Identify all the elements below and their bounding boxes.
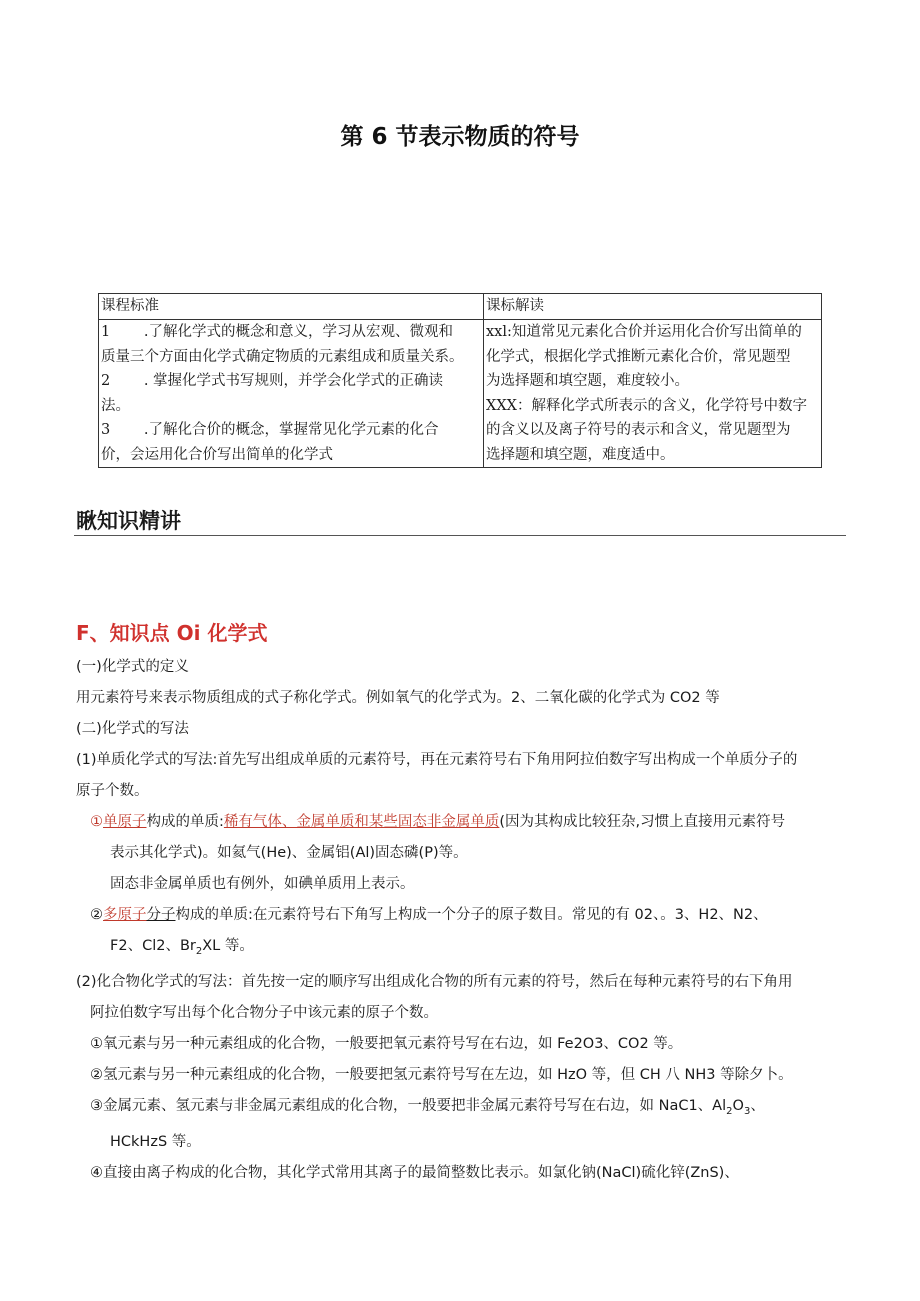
section-heading: 瞅知识精讲: [76, 509, 181, 533]
elemental-rule-line: (1)单质化学式的写法:首先写出组成单质的元素符号，再在元素符号右下角用阿拉伯数字写出构成一个单质分子的: [76, 752, 798, 768]
table-row: [99, 320, 822, 468]
standard-line: 法。: [101, 397, 130, 414]
standard-line: 质量三个方面由化学式确定物质的元素组成和质量关系。: [101, 348, 464, 365]
knowledge-point-title: F、知识点 Oi 化学式: [76, 621, 268, 645]
header-standard-interpretation: 课标解读: [484, 294, 822, 320]
standard-line: 3 .了解化合价的概念，掌握常见化学元素的化合: [101, 422, 439, 438]
item-marker: ①: [90, 814, 103, 830]
interpretation-line: 化学式，根据化学式推断元素化合价，常见题型: [486, 348, 791, 365]
header-course-standard: 课程标准: [99, 294, 484, 320]
compound-item-ionic: ④直接由离子构成的化合物，其化学式常用其离子的最简整数比表示。如氯化钠(NaCl)硫化锌(ZnS)、: [90, 1164, 739, 1181]
course-standard-cell: [99, 320, 484, 468]
interpretation-line: 选择题和填空题，难度适中。: [486, 446, 675, 463]
formula-text: F2、Cl2、Br: [110, 938, 196, 954]
item-text: O: [732, 1097, 744, 1114]
interpretation-cell: [484, 320, 822, 468]
single-atom-item-exception: 固态非金属单质也有例外，如碘单质用上表示。: [110, 876, 415, 892]
item-text: 构成的单质:: [146, 814, 224, 830]
table-header-row: [99, 294, 822, 320]
writing-heading: (二)化学式的写法: [76, 721, 189, 737]
compound-rule-line: 阿拉伯数字写出每个化合物分子中该元素的原子个数。: [90, 1004, 438, 1021]
underlined-term: 多原子: [103, 907, 147, 923]
item-text: ③金属元素、氢元素与非金属元素组成的化合物，一般要把非金属元素符号写在右边，如 NaC1、Al: [90, 1097, 727, 1114]
compound-item-hydrogen: ②氢元素与另一种元素组成的化合物，一般要把氢元素符号写在左边，如 HzO 等，但 CH 八 NH3 等除夕卜。: [90, 1066, 793, 1083]
elemental-rule-line: 原子个数。: [76, 783, 149, 799]
standard-line: 1 .了解化学式的概念和意义，学习从宏观、微观和: [101, 324, 453, 340]
interpretation-line: xxl:知道常见元素化合价并运用化合价写出简单的: [486, 324, 802, 340]
compound-item-metal: [76, 1091, 856, 1127]
underlined-term: 稀有气体、金属单质和某些固态非金属单质: [223, 814, 500, 830]
underlined-term: 单原子: [103, 814, 147, 830]
content-body: [76, 652, 856, 1189]
interpretation-line: 的含义以及离子符号的表示和含义，常见题型为: [486, 422, 791, 438]
page-title: 第 6 节表示物质的符号: [340, 124, 580, 150]
definition-text: 用元素符号来表示物质组成的式子称化学式。例如氧气的化学式为。2、二氧化碳的化学式为 CO2 等: [76, 690, 720, 706]
single-atom-item: [76, 807, 856, 838]
item-text: 、: [750, 1097, 765, 1114]
item-text: 构成的单质:在元素符号右下角写上构成一个分子的原子数目。常见的有 02、。3、H2、N2、: [175, 907, 768, 923]
section-divider: [74, 535, 846, 536]
compound-item-metal-cont: HCkHzS 等。: [110, 1133, 201, 1150]
subscript: 2: [726, 1105, 733, 1117]
compound-rule-line: (2)化合物化学式的写法：首先按一定的顺序写出组成化合物的所有元素的符号，然后在每种元素符号的右下角用: [76, 973, 793, 990]
item-marker: ②: [90, 907, 103, 923]
compound-item-oxygen: ①氧元素与另一种元素组成的化合物，一般要把氧元素符号写在右边，如 Fe2O3、CO2 等。: [90, 1035, 683, 1052]
single-atom-item-cont: 表示其化学式)。如氦气(He)、金属铝(Al)固态磷(P)等。: [110, 845, 468, 861]
underlined-term: 分子: [146, 907, 176, 923]
multi-atom-item-cont: [76, 931, 856, 967]
subscript: 3: [743, 1105, 751, 1117]
subscript: 2: [195, 945, 203, 957]
interpretation-line: XXX：解释化学式所表示的含义，化学符号中数字: [486, 397, 807, 414]
definition-heading: (一)化学式的定义: [76, 659, 189, 675]
standard-line: 价，会运用化合价写出简单的化学式: [101, 446, 333, 463]
multi-atom-item: [76, 900, 856, 931]
curriculum-standards-table: [98, 293, 822, 468]
standard-line: 2 . 掌握化学式书写规则，并学会化学式的正确读: [101, 373, 444, 389]
interpretation-line: 为选择题和填空题，难度较小。: [486, 373, 689, 389]
formula-text: XL 等。: [202, 938, 254, 954]
item-text: (因为其构成比较狂杂,习惯上直接用元素符号: [499, 814, 786, 830]
